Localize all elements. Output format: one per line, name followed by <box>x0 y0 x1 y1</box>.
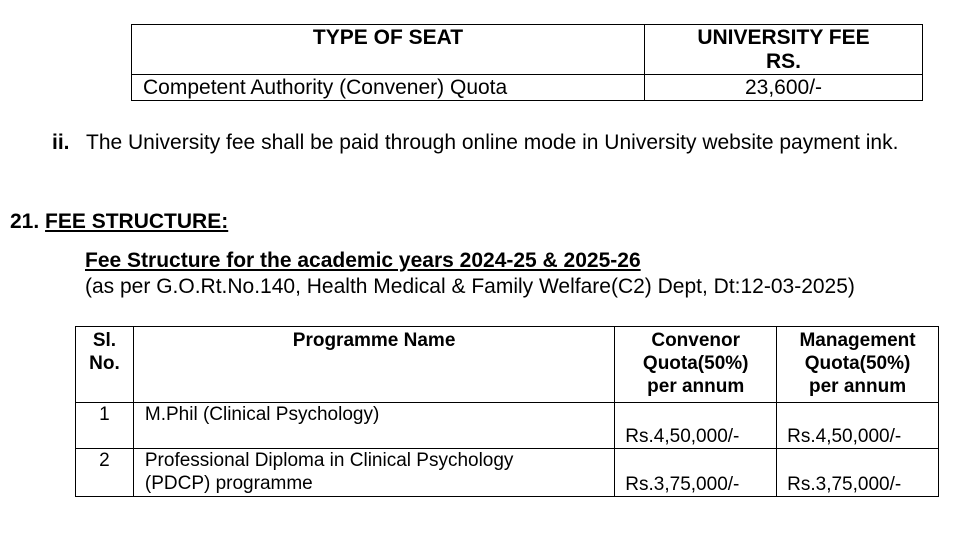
header-line: per annum <box>809 376 907 397</box>
header-line: Convenor <box>651 330 741 351</box>
programme-line: (PDCP) programme <box>144 473 313 494</box>
header-line: Sl. <box>92 330 117 351</box>
management-fee-cell: Rs.3,75,000/- <box>777 449 939 497</box>
header-type-of-seat: TYPE OF SEAT <box>132 25 645 75</box>
header-line: Quota(50%) <box>804 353 911 374</box>
header-line: RS. <box>765 50 801 73</box>
programme-line: Professional Diploma in Clinical Psychology <box>144 450 514 471</box>
seat-fee-cell: 23,600/- <box>645 75 923 101</box>
fee-structure-subtitle: Fee Structure for the academic years 2024-25 & 2025-26 <box>85 249 641 272</box>
table-row <box>132 75 923 101</box>
header-management-quota <box>777 327 939 403</box>
header-university-fee <box>645 25 923 75</box>
table-header-row <box>76 327 939 403</box>
seat-fee-table <box>131 24 923 101</box>
convenor-fee-cell: Rs.4,50,000/- <box>615 403 777 449</box>
convenor-fee-cell: Rs.3,75,000/- <box>615 449 777 497</box>
management-fee-cell: Rs.4,50,000/- <box>777 403 939 449</box>
sl-cell: 2 <box>76 449 134 497</box>
section-title: FEE STRUCTURE: <box>45 210 229 233</box>
section-number: 21. <box>10 210 40 233</box>
table-row <box>76 403 939 449</box>
header-line: UNIVERSITY FEE <box>697 26 870 49</box>
sl-cell: 1 <box>76 403 134 449</box>
note-text: The University fee shall be paid through online mode in University website payment ink. <box>86 131 899 154</box>
header-convenor-quota <box>615 327 777 403</box>
payment-note <box>52 131 898 155</box>
programme-cell: M.Phil (Clinical Psychology) <box>133 403 614 449</box>
header-line: Management <box>799 330 916 351</box>
go-reference: (as per G.O.Rt.No.140, Health Medical & Family Welfare(C2) Dept, Dt:12-03-2025) <box>85 275 855 298</box>
note-marker: ii. <box>52 131 70 154</box>
header-programme-name: Programme Name <box>133 327 614 403</box>
table-header-row <box>132 25 923 75</box>
header-sl-no <box>76 327 134 403</box>
table-row <box>76 449 939 497</box>
fee-structure-table <box>75 326 939 497</box>
header-line: per annum <box>647 376 745 397</box>
programme-cell <box>133 449 614 497</box>
seat-type-cell: Competent Authority (Convener) Quota <box>132 75 645 101</box>
header-line: Quota(50%) <box>642 353 749 374</box>
section-heading <box>10 210 228 234</box>
header-line: No. <box>89 353 120 374</box>
